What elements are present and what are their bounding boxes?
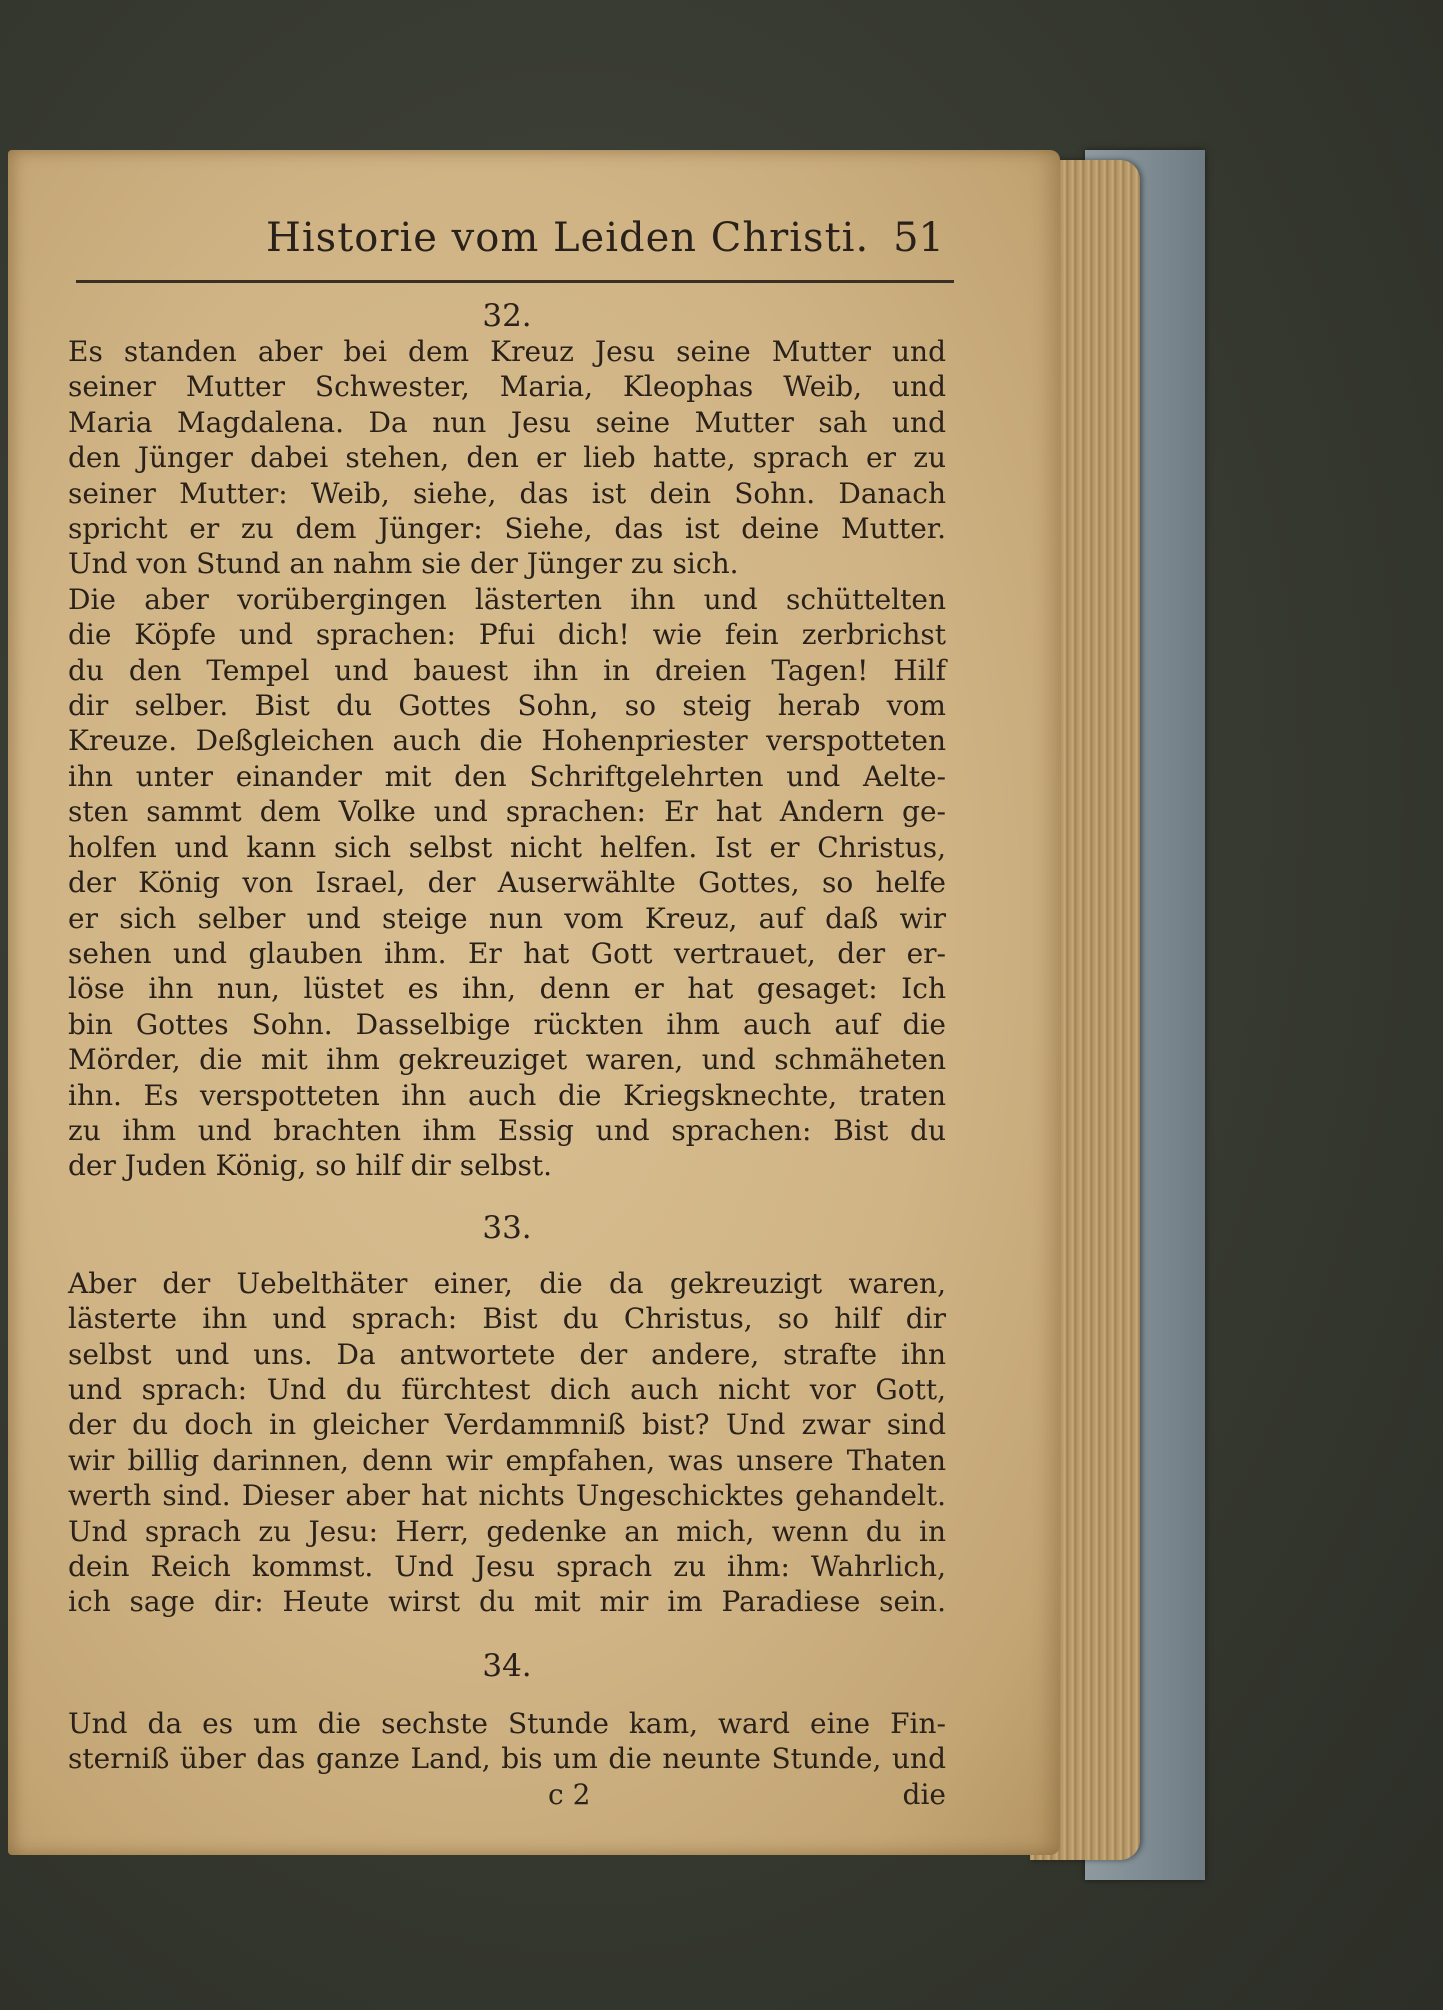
- text-line: du den Tempel und bauest ihn in dreien Tagen! Hilf: [68, 653, 946, 687]
- text-line: Es standen aber bei dem Kreuz Jesu seine Mutter und: [68, 335, 946, 368]
- text-line: der König von Israel, der Auserwählte Gottes, so helfe: [68, 866, 946, 900]
- text-line: Und sprach zu Jesu: Herr, gedenke an mich, wenn du in: [68, 1514, 946, 1548]
- section-number: 33.: [482, 1209, 532, 1246]
- text-line: löse ihn nun, lüstet es ihn, denn er hat gesaget: Ich: [68, 972, 946, 1006]
- text-line: er sich selber und steige nun vom Kreuz, auf daß wir: [68, 901, 946, 935]
- page-number: 51: [893, 215, 944, 261]
- book-page: [8, 150, 1060, 1855]
- text-line: der Juden König, so hilf dir selbst.: [68, 1149, 553, 1183]
- text-line: sehen und glauben ihm. Er hat Gott vertrauet, der er-: [68, 936, 946, 970]
- text-line: der du doch in gleicher Verdammniß bist? Und zwar sind: [68, 1408, 946, 1442]
- text-line: dein Reich kommst. Und Jesu sprach zu ihm: Wahrlich,: [68, 1550, 946, 1583]
- text-line: dir selber. Bist du Gottes Sohn, so steig herab vom: [68, 689, 946, 723]
- text-line: seiner Mutter: Weib, siehe, das ist dein Sohn. Danach: [68, 476, 946, 510]
- text-line: Und da es um die sechste Stunde kam, ward eine Fin-: [68, 1706, 946, 1740]
- text-line: spricht er zu dem Jünger: Siehe, das ist deine Mutter.: [68, 512, 946, 546]
- text-line: zu ihm und brachten ihm Essig und sprachen: Bist du: [68, 1113, 946, 1147]
- catchword: die: [902, 1777, 946, 1811]
- section-number: 32.: [482, 298, 532, 334]
- signature-mark: c 2: [548, 1777, 591, 1811]
- text-line: ihn unter einander mit den Schriftgelehrten und Aelte-: [68, 759, 946, 793]
- text-line: bin Gottes Sohn. Dasselbige rückten ihm auch auf die: [68, 1007, 946, 1041]
- header-rule: [76, 280, 954, 283]
- section-number: 34.: [482, 1647, 532, 1684]
- text-line: Kreuze. Deßgleichen auch die Hohenpriester verspotteten: [68, 724, 946, 758]
- text-line: seiner Mutter Schwester, Maria, Kleophas Weib, und: [68, 370, 946, 404]
- text-line: Aber der Uebelthäter einer, die da gekreuzigt waren,: [68, 1266, 946, 1300]
- text-line: sterniß über das ganze Land, bis um die neunte Stunde, und: [68, 1742, 946, 1776]
- text-line: Die aber vorübergingen lästerten ihn und schüttelten: [68, 582, 946, 616]
- page-header: [76, 205, 954, 275]
- section-33: [68, 1266, 946, 1620]
- text-line: sten sammt dem Volke und sprachen: Er hat Andern ge-: [68, 795, 946, 829]
- text-line: ich sage dir: Heute wirst du mit mir im Paradiese sein.: [68, 1585, 946, 1619]
- section-34: [68, 1706, 946, 1777]
- section-32: [68, 334, 946, 1184]
- text-line: und sprach: Und du fürchtest dich auch nicht vor Gott,: [68, 1372, 946, 1406]
- text-line: Und von Stund an nahm sie der Jünger zu sich.: [68, 547, 739, 581]
- text-line: die Köpfe und sprachen: Pfui dich! wie fein zerbrichst: [68, 618, 946, 652]
- text-line: holfen und kann sich selbst nicht helfen. Ist er Christus,: [68, 830, 946, 864]
- text-line: Mörder, die mit ihm gekreuziget waren, und schmäheten: [68, 1043, 946, 1077]
- text-line: Maria Magdalena. Da nun Jesu seine Mutter sah und: [68, 405, 946, 439]
- text-line: werth sind. Dieser aber hat nichts Ungeschicktes gehandelt.: [68, 1479, 946, 1513]
- text-line: ihn. Es verspotteten ihn auch die Kriegsknechte, traten: [68, 1078, 946, 1112]
- text-line: den Jünger dabei stehen, den er lieb hatte, sprach er zu: [68, 441, 946, 475]
- text-line: selbst und uns. Da antwortete der andere, strafte ihn: [68, 1337, 946, 1371]
- running-title: Historie vom Leiden Christi.: [266, 215, 870, 261]
- page-text: [68, 298, 946, 1812]
- page-footer: [68, 1777, 946, 1812]
- text-line: wir billig darinnen, denn wir empfahen, was unsere Thaten: [68, 1443, 946, 1477]
- text-line: lästerte ihn und sprach: Bist du Christus, so hilf dir: [68, 1302, 946, 1336]
